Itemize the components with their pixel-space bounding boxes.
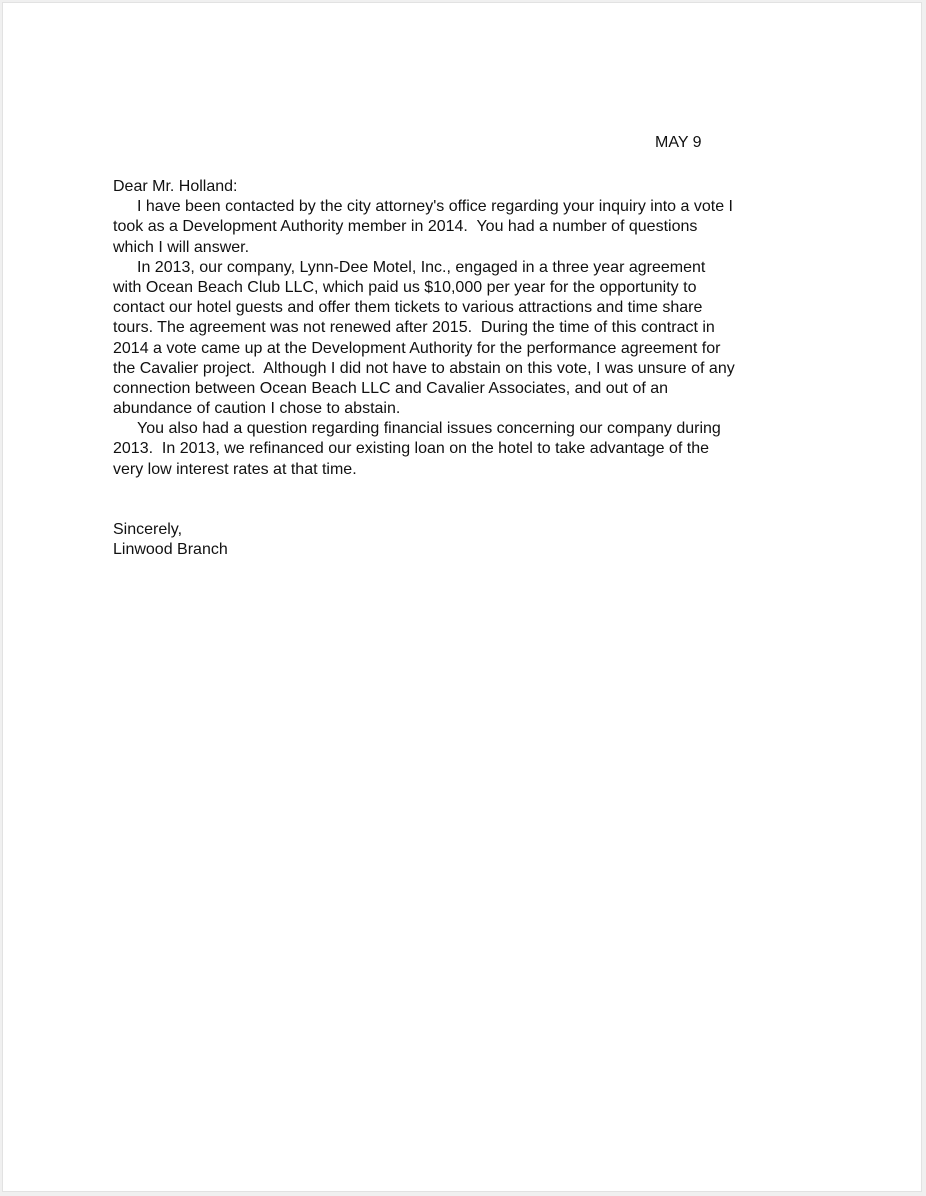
letter-page (2, 2, 922, 1192)
paragraph-line: In 2013, our company, Lynn-Dee Motel, Inc., engaged in a three year agreement (137, 258, 706, 276)
paragraph-line: I have been contacted by the city attorney's office regarding your inquiry into a vote I (137, 198, 733, 216)
salutation: Dear Mr. Holland: (113, 178, 238, 195)
paragraph-line: the Cavalier project. Although I did not have to abstain on this vote, I was unsure of any (113, 359, 735, 377)
paragraph-line: very low interest rates at that time. (113, 460, 357, 478)
paragraph-financial (113, 419, 833, 480)
paragraph-line: 2013. In 2013, we refinanced our existing loan on the hotel to take advantage of the (113, 440, 709, 458)
paragraph-line: You also had a question regarding financial issues concerning our company during (137, 420, 721, 438)
letter-body (113, 177, 833, 560)
paragraph-line: contact our hotel guests and offer them tickets to various attractions and time share (113, 299, 703, 317)
paragraph-line: tours. The agreement was not renewed after 2015. During the time of this contract in (113, 319, 715, 337)
closing: Sincerely, (113, 520, 183, 538)
paragraph-line: took as a Development Authority member in 2014. You had a number of questions (113, 218, 698, 236)
paragraph-line: which I will answer. (113, 238, 250, 256)
paragraph-line: with Ocean Beach Club LLC, which paid us $10,000 per year for the opportunity to (113, 278, 697, 296)
paragraph-inquiry (113, 197, 833, 258)
paragraph-agreement (113, 258, 833, 420)
paragraph-line: 2014 a vote came up at the Development Authority for the performance agreement for (113, 339, 721, 357)
signature-name: Linwood Branch (113, 541, 228, 558)
paragraph-line: connection between Ocean Beach LLC and Cavalier Associates, and out of an (113, 379, 669, 397)
spacer (113, 480, 833, 520)
paragraph-line: abundance of caution I chose to abstain. (113, 400, 401, 418)
letter-date: MAY 9 (655, 134, 702, 151)
